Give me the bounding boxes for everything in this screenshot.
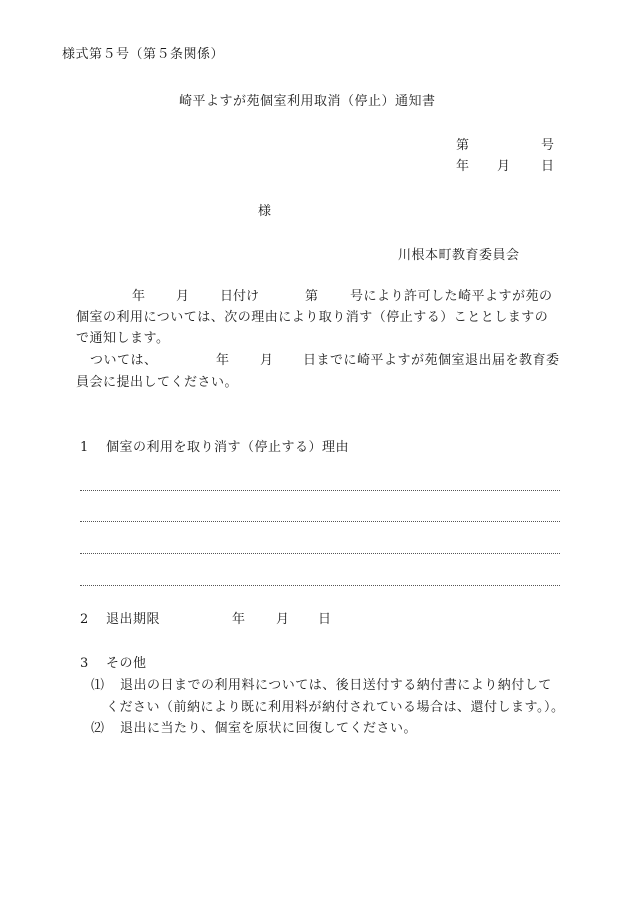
reason-line-2: [80, 521, 560, 522]
section3-label: その他: [106, 656, 147, 671]
body1-line2: 個室の利用については、次の理由により取り消す（停止する）こととしますの: [76, 310, 549, 325]
body2-year: 年: [216, 353, 230, 368]
item1-marker: ⑴: [91, 678, 105, 693]
body2-rest: 日までに崎平よすが苑個室退出届を教育委: [303, 353, 560, 368]
body1-year: 年: [132, 289, 146, 304]
section1-label: 個室の利用を取り消す（停止する）理由: [106, 440, 350, 455]
body1-month: 月: [176, 289, 190, 304]
body2-lead: ついては、: [90, 353, 158, 368]
section2-number: 2: [80, 612, 89, 627]
body2-line2: 員会に提出してください。: [76, 375, 239, 390]
item2-marker: ⑵: [91, 721, 105, 736]
addressee-suffix: 様: [258, 204, 272, 219]
item2-line1: 退出に当たり、個室を原状に回復してください。: [120, 721, 418, 736]
section1-number: 1: [80, 440, 89, 455]
section3-number: 3: [80, 656, 89, 671]
body1-line3: で通知します。: [76, 331, 170, 346]
body2-month: 月: [260, 353, 274, 368]
item1-line2: ください（前納により既に利用料が納付されている場合は、還付します。）。: [106, 700, 565, 715]
date-day-label: 日: [541, 159, 555, 174]
deadline-month: 月: [276, 612, 290, 627]
item1-line1: 退出の日までの利用料については、後日送付する納付書により納付して: [120, 678, 552, 693]
deadline-day: 日: [318, 612, 332, 627]
section2-label: 退出期限: [106, 612, 161, 627]
number-suffix: 号: [541, 138, 555, 153]
body1-rest: 号により許可した崎平よすが苑の: [350, 289, 553, 304]
date-month-label: 月: [497, 159, 511, 174]
document-title: 崎平よすが苑個室利用取消（停止）通知書: [179, 94, 436, 109]
form-number: 様式第５号（第５条関係）: [62, 47, 225, 62]
reason-line-1: [80, 490, 560, 491]
deadline-year: 年: [232, 612, 246, 627]
date-year-label: 年: [456, 159, 470, 174]
body1-day-dated: 日付け: [220, 289, 260, 304]
reason-line-4: [80, 585, 560, 586]
reason-line-3: [80, 553, 560, 554]
body1-dai: 第: [305, 289, 319, 304]
issuer-name: 川根本町教育委員会: [398, 248, 520, 263]
number-prefix: 第: [456, 138, 470, 153]
